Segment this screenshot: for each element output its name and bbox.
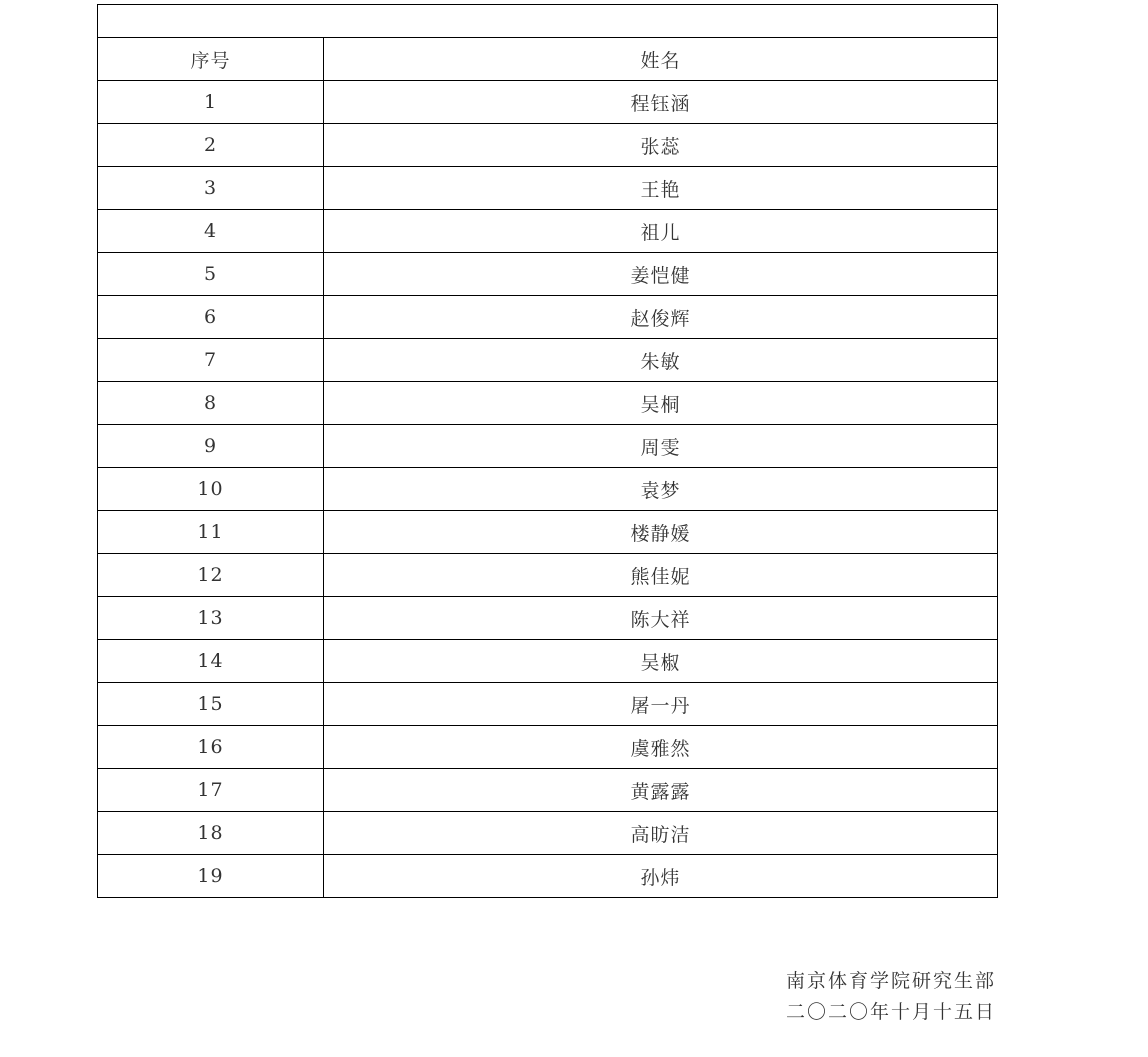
row-index-cell: 19: [98, 855, 324, 898]
table-title-row: [98, 5, 998, 38]
table-row: [98, 210, 998, 253]
row-name-cell: 姜恺健: [324, 253, 998, 296]
row-index-cell: 18: [98, 812, 324, 855]
table-row: [98, 554, 998, 597]
row-name-cell: 孙炜: [324, 855, 998, 898]
row-index-cell: 3: [98, 167, 324, 210]
row-index-cell: 7: [98, 339, 324, 382]
table-row: [98, 640, 998, 683]
table-row: [98, 167, 998, 210]
table-row: [98, 296, 998, 339]
row-name-cell: 陈大祥: [324, 597, 998, 640]
table-row: [98, 81, 998, 124]
row-name-cell: 张蕊: [324, 124, 998, 167]
row-name-cell: 屠一丹: [324, 683, 998, 726]
table-row: [98, 855, 998, 898]
row-index-cell: 11: [98, 511, 324, 554]
table-title-cell: [98, 5, 998, 38]
row-name-cell: 黄露露: [324, 769, 998, 812]
row-name-cell: 吴椒: [324, 640, 998, 683]
row-name-cell: 楼静媛: [324, 511, 998, 554]
name-list-table: [97, 4, 998, 898]
table-row: [98, 468, 998, 511]
row-name-cell: 赵俊辉: [324, 296, 998, 339]
table-row: [98, 812, 998, 855]
row-name-cell: 高昉洁: [324, 812, 998, 855]
row-name-cell: 朱敏: [324, 339, 998, 382]
table-row: [98, 382, 998, 425]
header-name: 姓名: [324, 38, 998, 81]
row-index-cell: 2: [98, 124, 324, 167]
row-index-cell: 17: [98, 769, 324, 812]
row-index-cell: 10: [98, 468, 324, 511]
row-index-cell: 1: [98, 81, 324, 124]
row-name-cell: 虞雅然: [324, 726, 998, 769]
table-row: [98, 124, 998, 167]
row-name-cell: 吴桐: [324, 382, 998, 425]
table-row: [98, 597, 998, 640]
row-name-cell: 程钰涵: [324, 81, 998, 124]
issue-date: 二〇二〇年十月十五日: [785, 1001, 996, 1023]
table-row: [98, 683, 998, 726]
header-index: 序号: [98, 38, 324, 81]
row-index-cell: 14: [98, 640, 324, 683]
row-index-cell: 9: [98, 425, 324, 468]
issuing-organization: 南京体育学院研究生部: [785, 970, 996, 992]
row-index-cell: 4: [98, 210, 324, 253]
row-name-cell: 熊佳妮: [324, 554, 998, 597]
table-row: [98, 769, 998, 812]
table-row: [98, 726, 998, 769]
row-index-cell: 8: [98, 382, 324, 425]
row-index-cell: 13: [98, 597, 324, 640]
row-name-cell: 王艳: [324, 167, 998, 210]
table-row: [98, 511, 998, 554]
table-row: [98, 253, 998, 296]
row-index-cell: 6: [98, 296, 324, 339]
table-row: [98, 425, 998, 468]
row-name-cell: 周雯: [324, 425, 998, 468]
document-footer: [786, 966, 996, 1028]
table-row: [98, 339, 998, 382]
row-index-cell: 5: [98, 253, 324, 296]
row-name-cell: 祖儿: [324, 210, 998, 253]
row-index-cell: 15: [98, 683, 324, 726]
table-header-row: [98, 38, 998, 81]
row-index-cell: 16: [98, 726, 324, 769]
row-index-cell: 12: [98, 554, 324, 597]
row-name-cell: 袁梦: [324, 468, 998, 511]
table-body: [98, 5, 998, 898]
